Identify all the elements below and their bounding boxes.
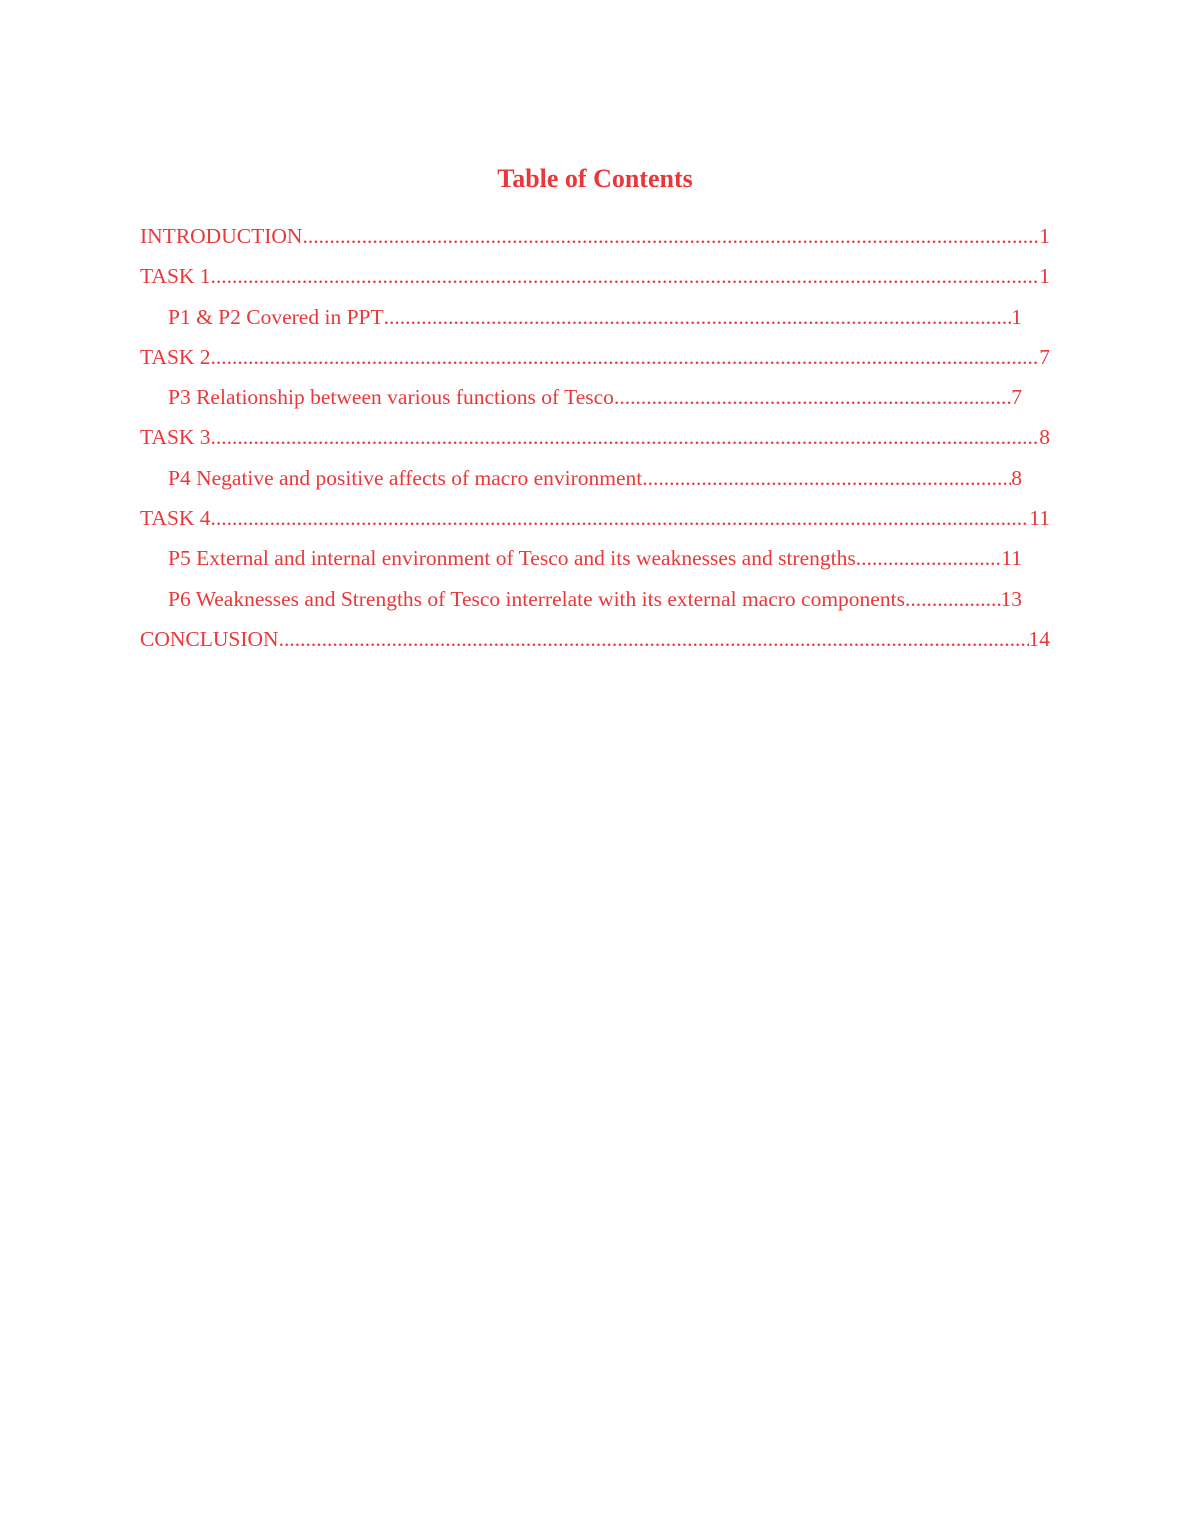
toc-entry[interactable] xyxy=(140,340,1050,380)
toc-entry-label: P6 Weaknesses and Strengths of Tesco interrelate with its external macro components xyxy=(168,586,905,611)
toc-dot-leader xyxy=(642,461,1011,495)
toc-dot-leader xyxy=(211,501,1030,535)
toc-entry-page-number: 7 xyxy=(1011,385,1022,410)
toc-entry-label: CONCLUSION xyxy=(140,626,279,651)
toc-entry[interactable] xyxy=(168,300,1022,340)
toc-dot-leader xyxy=(856,541,1002,575)
toc-entry-label: P4 Negative and positive affects of macro environment xyxy=(168,465,643,490)
toc-entry-label: TASK 1 xyxy=(140,264,211,289)
toc-dot-leader xyxy=(211,340,1040,374)
toc-dot-leader xyxy=(614,380,1011,414)
toc-entry[interactable] xyxy=(168,582,1022,622)
toc-dot-leader xyxy=(384,300,1012,334)
toc-entry-label: INTRODUCTION xyxy=(140,224,303,248)
toc-entry-page-number: 1 xyxy=(1039,224,1050,248)
toc-entry[interactable] xyxy=(168,380,1022,420)
toc-entry-label: P5 External and internal environment of Tesco and its weaknesses and strengths xyxy=(168,546,856,571)
table-of-contents xyxy=(140,219,1050,662)
toc-title: Table of Contents xyxy=(497,164,693,193)
toc-dot-leader xyxy=(302,219,1039,253)
toc-entry-page-number: 1 xyxy=(1039,264,1050,289)
toc-entry-page-number: 1 xyxy=(1011,304,1022,329)
toc-entry[interactable] xyxy=(140,219,1050,259)
toc-entry-page-number: 13 xyxy=(1000,586,1022,611)
toc-entry-label: TASK 2 xyxy=(140,344,211,369)
toc-entry[interactable] xyxy=(168,461,1022,501)
toc-entry-page-number: 8 xyxy=(1039,425,1050,450)
toc-entry[interactable] xyxy=(168,541,1022,581)
toc-entry-page-number: 14 xyxy=(1028,626,1050,651)
toc-dot-leader xyxy=(211,420,1040,454)
toc-entry-label: TASK 3 xyxy=(140,425,211,450)
toc-dot-leader xyxy=(279,622,1029,656)
toc-entry[interactable] xyxy=(140,259,1050,299)
toc-entry-label: P1 & P2 Covered in PPT xyxy=(168,304,384,329)
toc-entry-page-number: 7 xyxy=(1039,344,1050,369)
toc-entry-label: TASK 4 xyxy=(140,506,211,531)
toc-entry[interactable] xyxy=(140,420,1050,460)
toc-entry-page-number: 11 xyxy=(1001,546,1022,571)
toc-entry-page-number: 11 xyxy=(1029,506,1050,531)
toc-entry-label: P3 Relationship between various functions of Tesco xyxy=(168,385,614,410)
toc-entry[interactable] xyxy=(140,622,1050,662)
toc-entry-page-number: 8 xyxy=(1011,465,1022,490)
toc-entry[interactable] xyxy=(140,501,1050,541)
toc-dot-leader xyxy=(905,582,1001,616)
toc-dot-leader xyxy=(211,259,1040,293)
